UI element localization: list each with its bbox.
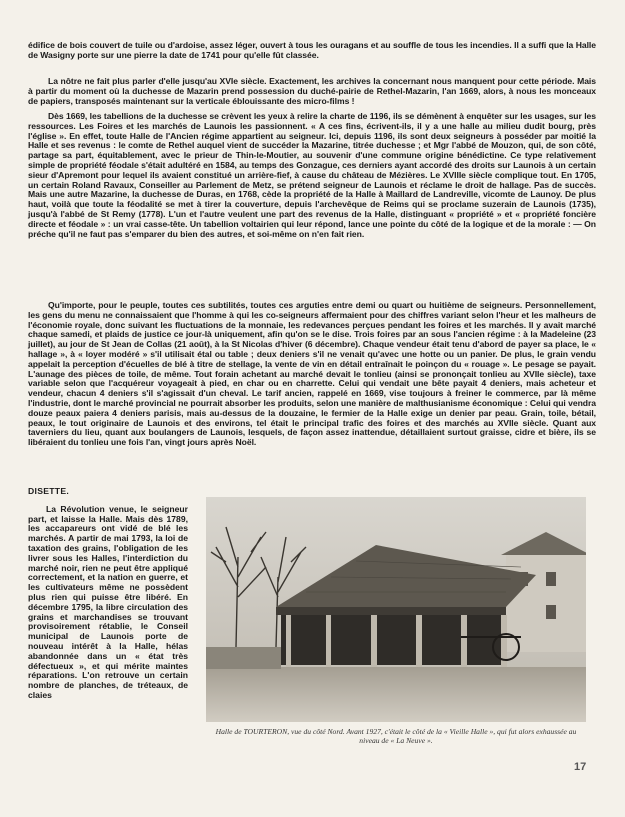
paragraph-2: La nôtre ne fait plus parler d'elle jusqu'au XVIe siècle. Exactement, les archives la concernant nous manquent pour cette période. Mais à partir du moment où la duchesse de Mazarin prend possession du duché-pairie de Rethel-Mazarin, l'an 1669, alors, à nous les monceaux de papiers, transposés maintenant sur la verticale éblouissante des micro-films !: [28, 76, 596, 106]
photo-caption: Halle de TOURTERON, vue du côté Nord. Avant 1927, c'était le côté de la « Vieille Halle », qui fut alors exhaussée au niveau de « La Neuve ».: [215, 727, 577, 745]
market-hall-photo: [206, 497, 586, 722]
section-heading: DISETTE.: [28, 486, 70, 496]
paragraph-3: Dès 1669, les tabellions de la duchesse se crèvent les yeux à relire la charte de 1196, ils se démènent à enquêter sur les usages, sur les ressources. Les Foires et les marchés de Launois les passionnent. « A ces fins, écrivent-ils, il y a une halle au milieu dudit bourg, près l'église ». En effet, toute Halle de l'Ancien régime appartient au seigneur. Ici, depuis 1196, ils sont deux seigneurs à posséder par moitié la Halle et ses revenus : le comte de Rethel auquel vient de succéder la Mazarine, titrée duchesse ; et Mgr l'abbé de Mouzon, qui, de son côté, partage sa part, équitablement, avec le prieur de Thin-le-Moutier, au souvenir d'une commune origine bénédictine. Ce type relativement simple de propriété féodale s'était adultéré en 1584, au temps des Gonzague, ces derniers ayant accordé des droits sur Launois à un certain sieur d'Apremont pour lequel ils avaient constitué un arrière-fief, à cause du château de Mézières. Le XVIIIe siècle complique tout. En 1705, un certain Roland Ravaux, Conseiller au Parlement de Metz, se prétend seigneur de Launois et réclame le droit de hallage. Pas de succès. Mais une autre Mazarine, la duchesse de Duras, en 1768, cède la propriété de la Halle à Maillard de Landreville, vicomte de Launoy. De plus haut, voilà que toute la féodalité se met à tirer la couverture, depuis l'archevêque de Reims qui se proclame suzerain de Launois (1735), jusqu'à l'abbé de St Remy (1778). L'un et l'autre veulent une part des revenus de la Halle, distinguant « propriété » et « propriété foncière directe et féodale » : un vrai casse-tête. Un tabellion voltairien qui leur répond, lance une pointe du côté de la logique et de la morale : — On préche qu'il ne faut pas s'emparer du bien des autres, et soi-même on n'en fait rien.: [28, 111, 596, 239]
section-body: La Révolution venue, le seigneur part, et laisse la Halle. Mais dès 1789, les accapareurs ont vidé de blé les marchés. A partir de mai 1793, la loi de taxation des grains, l'obligation de les livrer sous les Halles, l'interdiction du marché noir, rien ne peut être appliqué correctement, et la nation en guerre, et les cultivateurs même ne possèdent plus rien qui puisse être libéré. En décembre 1795, la libre circulation des grains et marchandises se trouvant provisoirement rétablie, le Conseil municipal de Launois porte de nouveau intérêt à la Halle, hélas abandonnée dans un « état très défectueux », et qui mérite maintes réparations. L'on retrouve un certain nombre de planches, de tréteaux, de claies: [28, 503, 188, 700]
paragraph-1: édifice de bois couvert de tuile ou d'ardoise, assez léger, ouvert à tous les ouragans et au souffle de tous les incendies. Il a suffi que la Halle de Wasigny porte sur une pierre la date de 1741 pour qu'elle fût classée.: [28, 40, 596, 60]
paragraph-4: Qu'importe, pour le peuple, toutes ces subtilités, toutes ces arguties entre demi ou quart ou huitième de seigneurs. Personnellement, les gens du menu ne connaissaient que l'homme à qui les co-seigneurs affermaient pour des chiffres variant selon l'heur et les malheurs de l'économie royale, donc suivant les fluctuations de la monnaie, les redevances perçues pendant les foires et les marchés. Il y avait marché chaque samedi, et plaids de justice ce jour-là uniquement, afin qu'on se le dise. Trois foires par an sous l'ancien régime : à la Madeleine (23 juillet), au jour de St Jean de Collas (21 août), à la St Nicolas d'hiver (6 décembre). Chaque vendeur était tenu d'abord de payer sa place, le « hallage », à « loyer modéré » s'il utilisait étal ou table ; deux deniers s'il ne venait qu'avec une hotte ou un panier. De plus, le grain vendu appelait la perception d'écuelles de blé à titre de stellage, la vente de vin en détail entraînait le poinçon du « rouage ». Le pesage se payait. L'aunage des pièces de toile, de même. Tout forain achetant au marché devait le tonlieu (ainsi se prononçait tonlieu au XVIIe siècle), taxe variable selon que l'acquéreur voyageait à pied, en char ou en charrette. Celui qui vendait une bête payait 4 deniers, mais acheteur et vendeur, chacun 4 deniers s'il s'agissait d'un cheval. Le tarif ancien, rappelé en 1669, vise toujours à freiner le commerce, par là même l'industrie, dont le marché provincial ne pourrait absorber les produits, selon une manière de malthusianisme économique : Celui qui vendra douze peaux paiera 4 deniers parisis, mais au-dessus de la douzaine, le fermier de la Halle exige un denier par peau. Grain, toile, bétail, peaux, le tout originaire de Launois et des environs, tel était le principal trafic des foires et des marchés au XVIIe siècle. Quant aux taverniers du lieu, quant aux boulangers de Launois, lesquels, de façon assez inattendue, détaillaient surtout graisse, cidre et bière, ils se libéraient du tonlieu une fois l'an, vingt jours après Noël.: [28, 300, 596, 448]
photo-illustration: [206, 497, 586, 722]
disette-column: [28, 487, 188, 701]
page-number: 17: [574, 761, 587, 773]
